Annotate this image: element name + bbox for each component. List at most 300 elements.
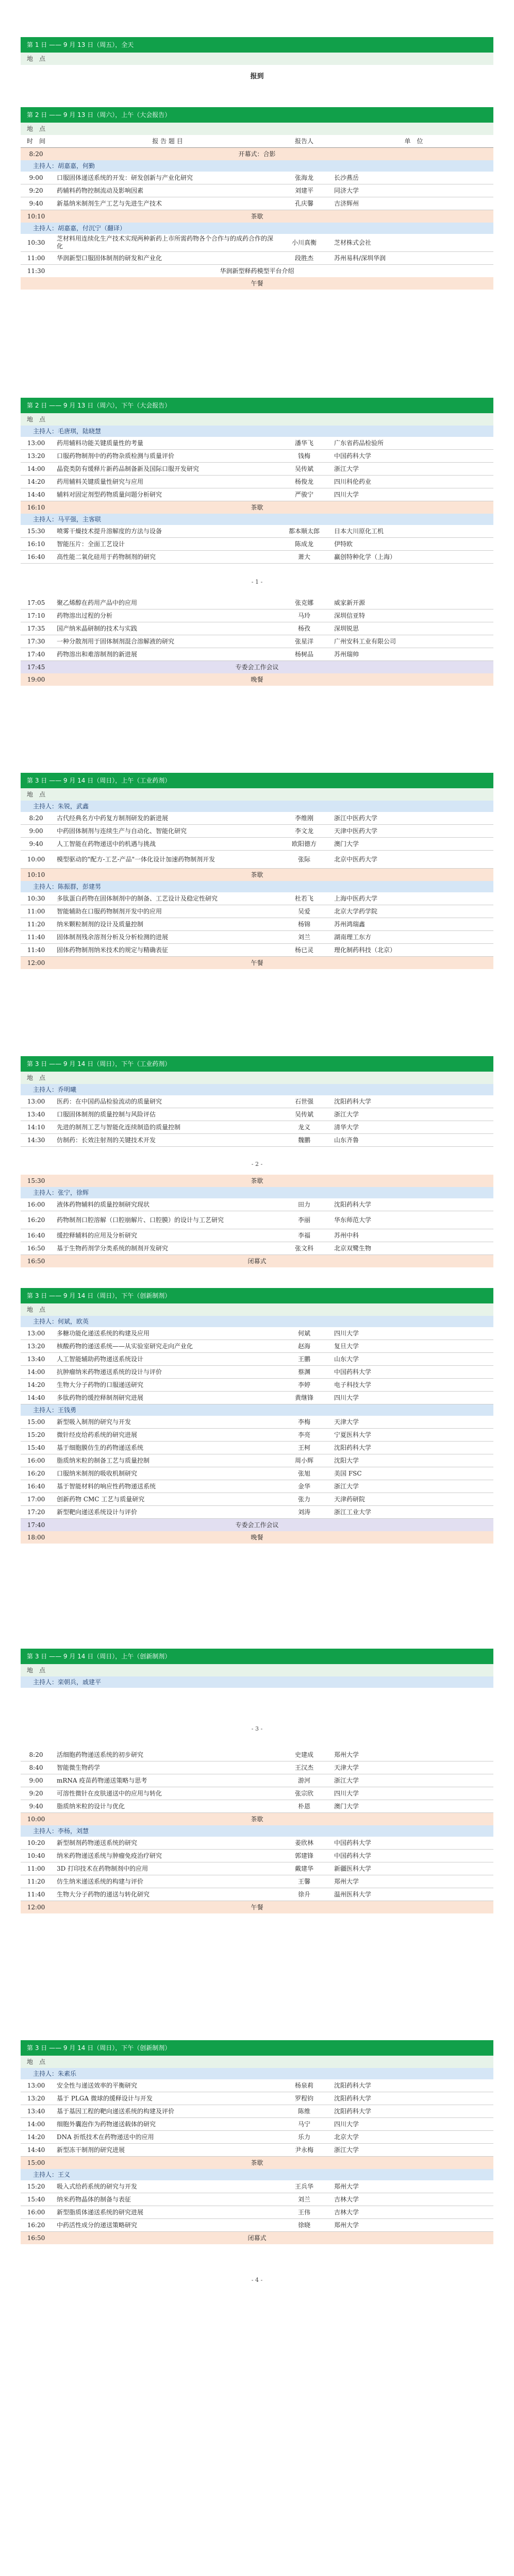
closing-bar [21,1255,493,1267]
talk-unit: 日本大川原化工机 [334,527,384,535]
talk-speaker: 李梅 [297,1418,310,1426]
talk-speaker: 张力 [297,1495,310,1503]
talk-unit: 上海中医药大学 [334,894,378,902]
talk-speaker: 马玲 [297,612,310,619]
talk-title: 抗肿瘤纳米药物递送系统的设计与评价 [57,1368,162,1376]
talk-speaker: 戴建华 [294,1865,313,1872]
talk-row [21,918,493,931]
talk-unit: 复旦大学 [334,1342,359,1350]
talk-title: 药辅料药物控制流动及影响因素 [57,187,144,194]
talk-time: 17:00 [27,1495,45,1503]
talk-speaker: 黄继锋 [294,1394,313,1401]
talk-speaker: 尹永梅 [294,2146,313,2154]
talk-speaker: 吴传斌 [294,1110,313,1118]
talk-title: 缓控释辅料的应用及分析研究 [57,1231,138,1239]
bar-text: 华润新型释药模型平台介绍 [220,267,294,275]
coffee-bar [21,2157,493,2169]
time: 17:40 [27,1521,45,1529]
talk-time: 9:00 [29,1776,43,1784]
talk-title: 晶瓷类防有缓释片新药品制备新及国际口服开发研究 [57,465,200,472]
talk-row [21,635,493,648]
talk-speaker: 欧阳德方 [291,840,317,848]
talk-title: 口服固体制剂的质量控制与风险评估 [57,1110,156,1118]
talk-speaker: 李维刚 [294,814,313,822]
talk-list [21,1198,493,1255]
talk-row [21,1108,493,1121]
talk-time: 13:00 [27,1097,45,1105]
bar-text: 专委会工作会议 [235,664,279,671]
talk-unit: 中国药科大学 [334,1852,372,1859]
talk-title: 基于基因工程的靶向递送系统的构建及评价 [57,2107,175,2115]
talk-title: 基于 PLGA 微球的缓释设计与开发 [57,2094,153,2102]
talk-time: 8:40 [29,1764,43,1771]
talk-row [21,1787,493,1800]
column-header [21,135,493,148]
talk-speaker: 朴恩 [297,1802,310,1810]
talk-list [21,1837,493,1901]
talk-time: 9:40 [29,1802,43,1810]
talk-speaker: 吴爱 [297,907,310,915]
talk-speaker: 张海龙 [294,174,313,181]
talk-unit: 同济大学 [334,187,359,194]
host-row: 主持人：胡嘉嘉，付沉宁（翻译） [21,223,493,234]
talk-unit: 沈阳药科大学 [334,1097,372,1105]
time: 11:30 [27,267,45,275]
talk-row [21,1493,493,1506]
talk-unit: 四川大学 [334,2120,359,2128]
talk-unit: 中国药科大学 [334,1839,372,1846]
talk-title: 基于细胞膜仿生的药物递送系统 [57,1444,144,1451]
closing-bar [21,265,493,277]
talk-title: 先进的制剂工艺与智能化连续制造的质量控制 [57,1123,181,1131]
talk-title: 口服固体递送系统的开发：研发创新与产业化研究 [57,174,193,181]
col-time: 时 间 [26,138,45,145]
talk-row [21,812,493,825]
page-number: - 4 - [251,2277,263,2283]
talk-time: 15:00 [27,1418,45,1426]
talk-row [21,838,493,851]
talk-speaker: 何斌 [297,1329,310,1337]
talk-time: 17:40 [27,650,45,658]
day-header: 第 2 日 —— 9 月 13 日（周六），下午（大会报告） [21,398,493,413]
talk-unit: 沈阳药科大学 [334,2094,372,2102]
talk-title: 药用辅料功能关键质量性的考量 [57,439,144,447]
talk-row [21,944,493,957]
talk-title: DNA 折纸技术在药物递送中的应用 [57,2133,154,2141]
talk-title: 模型驱动的"配方-工艺-产品"一体化设计加速药物制剂开发 [57,855,215,863]
talk-list [21,597,493,661]
talk-speaker: 潘华飞 [294,439,313,447]
talk-list [21,1749,493,1813]
talk-speaker: 李婷 [297,1381,310,1388]
talk-unit: 澳门大学 [334,840,359,848]
talk-unit: 沈阳大学 [334,1456,359,1464]
talk-time: 16:00 [27,1200,45,1208]
talk-speaker: 王汉杰 [294,1764,313,1771]
talk-row [21,488,493,501]
talk-title: 新型制剂药物递送系统的研究 [57,1839,138,1846]
location-row: 地 点 [21,1072,493,1084]
talk-title: 纳米药物晶体的制备与表征 [57,2195,131,2203]
talk-title: 智能辅助在口服药物制剂开发中的应用 [57,907,162,915]
talk-time: 15:30 [27,527,45,535]
talk-speaker: 田力 [297,1200,310,1208]
talk-speaker: 郭建锋 [294,1852,313,1859]
talk-time: 8:20 [29,1751,43,1758]
talk-row [21,1121,493,1134]
talk-unit: 澳门大学 [334,1802,359,1810]
talk-time: 11:00 [27,907,45,915]
page-number: - 2 - [251,1161,263,1167]
talk-row [21,851,493,869]
talk-row [21,892,493,905]
talk-speaker: 赵海 [297,1342,310,1350]
talk-title: 核酸药物的递送系统——从实验室研究走向产业化 [57,1342,193,1350]
day-header: 第 3 日 —— 9 月 14 日（周日），下午（工业药剂） [21,1056,493,1072]
talk-unit: 吉林大学 [334,2208,359,2216]
talk-title: 基于智能材料的响应性药物递送系统 [57,1482,156,1490]
talk-row [21,476,493,488]
talk-speaker: 魏鹏 [297,1136,310,1144]
talk-time: 15:20 [27,1431,45,1438]
talk-speaker: 徐升 [297,1890,310,1898]
talk-time: 14:40 [27,1394,45,1401]
talk-row [21,1379,493,1392]
talk-unit: 清华大学 [334,1123,359,1131]
location-row: 地 点 [21,53,493,65]
talk-unit: 天津大学 [334,1418,359,1426]
talk-row [21,2219,493,2232]
talk-title: 喷雾干燥技术提升溶解度的方法与设备 [57,527,162,535]
day-header: 第 3 日 —— 9 月 14 日（周日），上午（工业药剂） [21,773,493,788]
dinner-bar [21,1531,493,1544]
talk-time: 9:00 [29,827,43,835]
time: 10:10 [27,871,45,878]
host-row: 主持人：何斌，欧英 [21,1316,493,1327]
talk-row [21,252,493,265]
talk-unit: 电子科技大学 [334,1381,372,1388]
talk-list [21,1095,493,1147]
talk-unit: 美国 FSC [334,1469,362,1477]
talk-speaker: 蔡渊 [297,1368,310,1376]
talk-unit: 浙江中医药大学 [334,814,378,822]
talk-unit: 宁夏医科大学 [334,1431,372,1438]
talk-row [21,648,493,661]
time: 8:20 [29,150,43,158]
talk-unit: 深圳信亚特 [334,612,366,619]
talk-unit: 四川大学 [334,490,359,498]
location-row: 地 点 [21,1303,493,1316]
talk-time: 11:20 [27,1877,45,1885]
talk-row [21,609,493,622]
talk-title: 固体药物制剂纳米技术的规定与精确表征 [57,946,169,954]
talk-time: 10:20 [27,1839,45,1846]
talk-unit: 沈阳药科大学 [334,2107,372,2115]
talk-row [21,184,493,197]
talk-speaker: 徐晓 [297,2221,310,2229]
talk-speaker: 刘兰 [297,2195,310,2203]
host-row: 主持人：栾朝兵，戚建平 [21,1676,493,1688]
talk-row [21,1850,493,1862]
talk-row [21,1416,493,1429]
host-row: 主持人：王义 [21,2169,493,2180]
talk-row [21,1862,493,1875]
talk-speaker: 王兵华 [294,2182,313,2190]
day-header: 第 1 日 —— 9 月 13 日（周五），全天 [21,37,493,53]
talk-time: 14:00 [27,1368,45,1376]
talk-row [21,1429,493,1442]
day2-afternoon-block [21,398,493,686]
day1-block [21,37,493,84]
talk-unit: 吉林大学 [334,2195,359,2203]
talk-list [21,2180,493,2232]
talk-row [21,1761,493,1774]
talk-title: 仿生纳米递送系统的构建与评价 [57,1877,144,1885]
talk-list [21,1416,493,1519]
talk-speaker: 金华 [297,1482,310,1490]
talk-list [21,437,493,501]
talk-time: 16:20 [27,2221,45,2229]
talk-unit: 北京大学 [334,2133,359,2141]
talk-title: 3D 打印技术在药物制剂中的应用 [57,1865,148,1872]
talk-title: 新型脂质体递送系统的研究进展 [57,2208,144,2216]
talk-row [21,1095,493,1108]
talk-speaker: 王伟 [297,2208,310,2216]
talk-unit: 中国药科大学 [334,1368,372,1376]
talk-speaker: 王鹏 [297,1355,310,1363]
talk-speaker: 姜欣林 [294,1839,313,1846]
talk-list [21,892,493,957]
talk-title: 药用辅料关键质量性研究与应用 [57,478,144,485]
talk-list [21,172,493,210]
talk-row [21,1480,493,1493]
dinner-bar [21,673,493,686]
talk-title: 人工智能辅助药物递送系统设计 [57,1355,144,1363]
talk-speaker: 王馨 [297,1877,310,1885]
talk-time: 17:10 [27,612,45,619]
talk-speaker: 龙义 [297,1123,310,1131]
talk-speaker: 张际 [297,855,310,863]
talk-time: 13:40 [27,1110,45,1118]
time: 16:50 [27,2234,45,2242]
talk-row [21,2193,493,2206]
talk-time: 16:50 [27,1244,45,1252]
talk-unit: 沈阳药科大学 [334,1444,372,1451]
talk-row [21,1749,493,1761]
talk-time: 9:40 [29,199,43,207]
bar-text: 茶歇 [251,1816,263,1823]
talk-row [21,1774,493,1787]
talk-unit: 浙江大学 [334,465,359,472]
time: 15:00 [27,2159,45,2166]
talk-title: 智能压片：全面工艺设计 [57,540,125,548]
talk-title: 生物大分子药物的口服递送研究 [57,1381,144,1388]
talk-unit: 华东师范大学 [334,1216,372,1224]
host-row: 主持人：乔明曦 [21,1084,493,1095]
talk-title: 人工智能在药物递送中的机遇与挑战 [57,840,156,848]
talk-speaker: 张星洋 [294,637,313,645]
talk-time: 16:00 [27,2208,45,2216]
col-speaker: 报告人 [294,138,313,145]
talk-row [21,2118,493,2131]
talk-title: 中药活性成分的递送策略研究 [57,2221,138,2229]
host-row: 主持人：朱素乐 [21,2068,493,2079]
talk-title: 新基纳米制剂生产工艺与先进生产技术 [57,199,162,207]
talk-title: 药物制剂口腔溶解（口腔崩解片、口腔膜）的设计与工艺研究 [57,1216,224,1224]
talk-time: 15:40 [27,1444,45,1451]
talk-speaker: 张宗欣 [294,1789,313,1797]
talk-title: 新型冻干制剂的研究进展 [57,2146,125,2154]
host-row: 主持人：王钱勇 [21,1404,493,1416]
talk-speaker: 李亮 [297,1431,310,1438]
talk-title: 口服纳米制剂的吸收机制研究 [57,1469,138,1477]
talk-row [21,2092,493,2105]
talk-title: 多糖功能化递送系统的构建及应用 [57,1329,150,1337]
talk-row [21,538,493,551]
talk-time: 17:30 [27,637,45,645]
talk-title: 华润新型口服固体制剂的研发和产业化 [57,254,162,262]
talk-unit: 苏州瑞帅 [334,650,359,658]
talk-title: 高性能二氧化硅用于药物制剂的研究 [57,553,156,561]
talk-time: 14:10 [27,1123,45,1131]
talk-row [21,1340,493,1353]
talk-title: 活细胞药物递送系统的初步研究 [57,1751,144,1758]
talk-time: 14:40 [27,2146,45,2154]
talk-speaker: 段胜杰 [294,254,313,262]
day-header: 第 3 日 —— 9 月 14 日（周日），下午（创新制剂） [21,2040,493,2056]
talk-title: 新型吸入制剂的研究与开发 [57,1418,131,1426]
talk-time: 16:40 [27,1231,45,1239]
talk-list [21,2079,493,2157]
talk-time: 9:40 [29,840,43,848]
talk-row [21,2079,493,2092]
talk-unit: 沈阳药科大学 [334,2081,372,2089]
talk-time: 13:00 [27,2081,45,2089]
talk-time: 13:20 [27,452,45,460]
time: 16:50 [27,1258,45,1265]
talk-row [21,1229,493,1242]
talk-unit: 浙江工业大学 [334,1508,372,1516]
talk-speaker: 小川真衡 [291,239,317,246]
col-title: 报 告 题 目 [152,138,183,145]
coffee-bar [21,869,493,881]
talk-time: 11:40 [27,933,45,941]
talk-speaker: 石世强 [294,1097,313,1105]
talk-title: 聚乙烯醇在药用产品中的应用 [57,599,138,606]
talk-speaker: 乐力 [297,2133,310,2141]
talk-row [21,825,493,838]
talk-unit: 赢创特种化学（上海） [334,553,396,561]
talk-time: 14:00 [27,465,45,472]
page-number: - 1 - [251,579,263,585]
talk-speaker: 刘兰 [297,933,310,941]
talk-unit: 湖南理工东方 [334,933,372,941]
talk-unit: 北京中医药大学 [334,855,378,863]
talk-title: 药物溶出过程的分析 [57,612,113,619]
day3-morning-innovative-block [21,1649,493,1913]
talk-row [21,1800,493,1813]
talk-unit: 芝材株式会社 [334,239,372,246]
host-row: 主持人：马平强，主客联 [21,514,493,525]
talk-list [21,812,493,869]
talk-unit: 郑州大学 [334,2221,359,2229]
talk-time: 11:40 [27,946,45,954]
talk-unit: 浙江大学 [334,1110,359,1118]
talk-row [21,2206,493,2219]
coffee-bar [21,1175,493,1187]
bar-text: 闭幕式 [247,2234,267,2242]
talk-unit: 郑州大学 [334,1751,359,1758]
talk-time: 14:30 [27,1136,45,1144]
host-row: 主持人：李杨，刘慧 [21,1825,493,1837]
host-row: 主持人：胡嘉嘉，何勤 [21,160,493,172]
time: 10:00 [27,1816,45,1823]
talk-title: 脂质纳米粒的制备工艺与质量控制 [57,1456,150,1464]
talk-row [21,450,493,463]
talk-time: 16:40 [27,553,45,561]
day3-afternoon-innovative-block [21,1288,493,1544]
talk-speaker: 马宁 [297,2120,310,2128]
talk-row [21,1242,493,1255]
talk-list [21,1327,493,1404]
talk-time: 11:40 [27,1890,45,1898]
talk-title: 口服药物制剂中的药物杂质检测与质量评价 [57,452,175,460]
talk-unit: 浙江大学 [334,1482,359,1490]
talk-title: 中药固体制剂与连续生产与自动化、智能化研究 [57,827,187,835]
talk-unit: 理化制药科技（北京） [334,946,396,954]
talk-time: 9:20 [29,1789,43,1797]
talk-row [21,931,493,944]
registration-title: 报到 [250,73,264,80]
talk-row [21,2105,493,2118]
talk-time: 10:30 [27,239,45,246]
talk-unit: 四川大学 [334,1394,359,1401]
talk-unit: 天津大学 [334,1764,359,1771]
talk-time: 14:00 [27,2120,45,2128]
day3-morning-industrial-block [21,773,493,969]
bar-text: 茶歇 [251,871,263,878]
host-row: 主持人：朱锐，武鑫 [21,801,493,812]
talk-row [21,2180,493,2193]
talk-speaker: 游河 [297,1776,310,1784]
talk-row [21,1837,493,1850]
talk-speaker: 陈维 [297,2107,310,2115]
talk-time: 16:20 [27,1469,45,1477]
talk-unit: 苏州易科/深圳华润 [334,254,386,262]
talk-row [21,597,493,609]
talk-title: 可溶性微针在皮肤递送中的应用与转化 [57,1789,162,1797]
talk-row [21,1506,493,1519]
talk-time: 11:00 [27,254,45,262]
talk-unit: 广州安科工业有限公司 [334,637,396,645]
talk-unit: 威家新开源 [334,599,366,606]
talk-speaker: 严骏宁 [294,490,313,498]
talk-row [21,551,493,564]
talk-title: 基于生物药剂学分类系统的制剂开发研究 [57,1244,169,1252]
talk-title: 固体制剂残余溶剂分析及分析检测的进展 [57,933,169,941]
bar-text: 茶歇 [251,504,263,511]
talk-unit: 北京双鹭生物 [334,1244,372,1252]
talk-row [21,1442,493,1454]
talk-speaker: 杨俊龙 [294,478,313,485]
talk-unit: 苏州鸿瑞鑫 [334,920,366,928]
talk-row [21,1134,493,1147]
talk-title: 仿制药：长效注射剂的关键技术开发 [57,1136,156,1144]
talk-row [21,2131,493,2144]
talk-speaker: 李文龙 [294,827,313,835]
talk-row [21,2144,493,2157]
day2-morning-block [21,107,493,290]
